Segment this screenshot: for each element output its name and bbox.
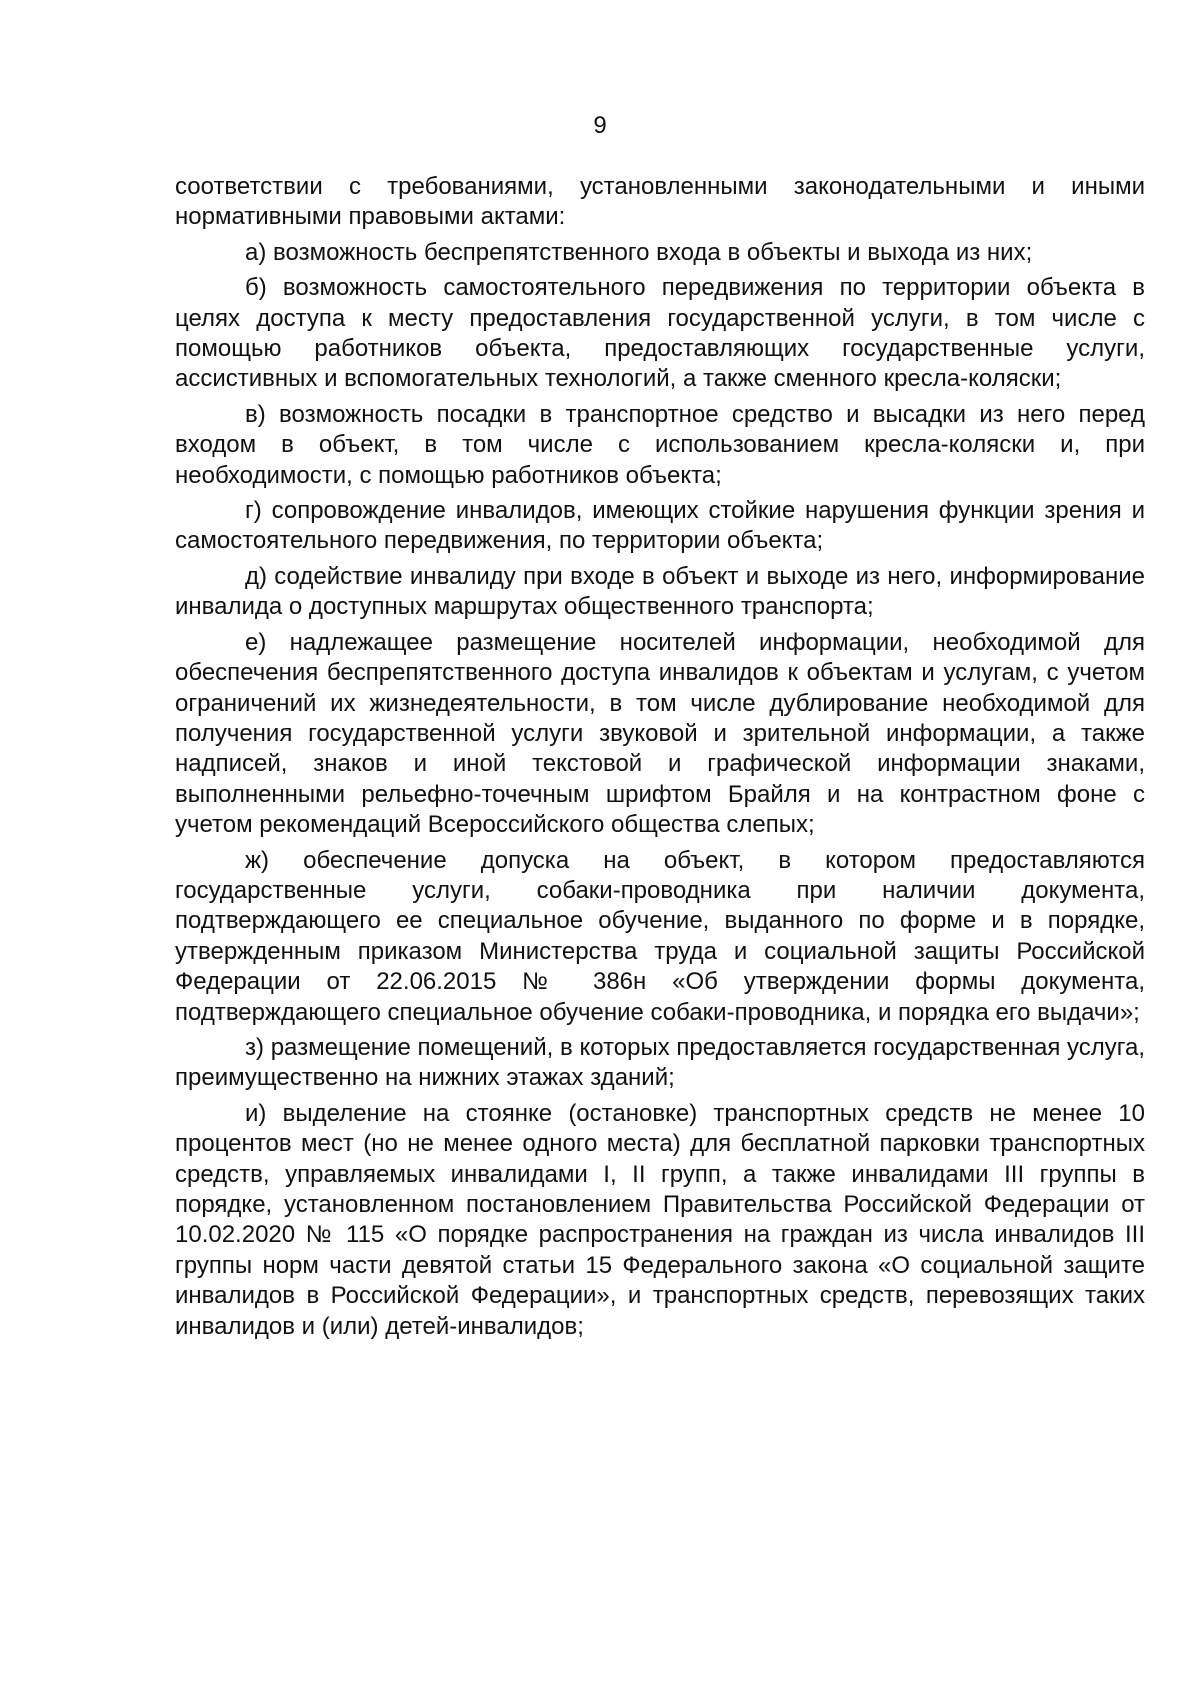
paragraph-continuation: соответствии с требованиями, установленными законодательными и иными нормативными правовыми актами: — [175, 173, 1145, 231]
paragraph-item-v: в) возможность посадки в транспортное средство и высадки из него перед входом в объект, в том числе с использованием кресла-коляски и, при необходимости, с помощью работников объекта; — [175, 400, 1145, 489]
page-number: 9 — [593, 112, 607, 139]
paragraph-item-g: г) сопровождение инвалидов, имеющих стойкие нарушения функции зрения и самостоятельного передвижения, по территории объекта; — [175, 497, 1145, 555]
paragraph-item-z: з) размещение помещений, в которых предоставляется государственная услуга, преимущественно на нижних этажах зданий; — [175, 1033, 1145, 1092]
paragraph-item-d: д) содействие инвалиду при входе в объект и выходе из него, информирование инвалида о доступных маршрутах общественного транспорта; — [175, 562, 1145, 621]
paragraph-item-zh: ж) обеспечение допуска на объект, в котором предоставляются государственные услуги, собаки-проводника при наличии документа, подтверждающего ее специальное обучение, выданного по форме и в порядке, утвержденным приказом Министерства труда и социальной защиты Российской Федерации от 22.06.2015 № 386н «Об утверждении формы документа, подтверждающего специальное обучение собаки-проводника, и порядка его выдачи»; — [175, 846, 1145, 1026]
paragraph-item-a: а) возможность беспрепятственного входа в объекты и выхода из них; — [245, 238, 1033, 266]
paragraph-item-b: б) возможность самостоятельного передвижения по территории объекта в целях доступа к месту предоставления государственной услуги, в том числе с помощью работников объекта, предоставляющих государственные услуги, ассистивных и вспомогательных технологий, а также сменного кресла-коляски; — [175, 274, 1145, 393]
document-body — [175, 172, 1145, 1347]
paragraph-item-i: и) выделение на стоянке (остановке) транспортных средств не менее 10 процентов мест (но не менее одного места) для бесплатной парковки транспортных средств, управляемых инвалидами I, II групп, а также инвалидами III группы в порядке, установленном постановлением Правительства Российской Федерации от 10.02.2020 № 115 «О порядке распространения на граждан из числа инвалидов III группы норм части девятой статьи 15 Федерального закона «О социальной защите инвалидов в Российской Федерации», и транспортных средств, перевозящих таких инвалидов и (или) детей-инвалидов; — [175, 1099, 1145, 1340]
paragraph-item-e: е) надлежащее размещение носителей информации, необходимой для обеспечения беспрепятственного доступа инвалидов к объектам и услугам, с учетом ограничений их жизнедеятельности, в том числе дублирование необходимой для получения государственной услуги звуковой и зрительной информации, а также надписей, знаков и иной текстовой и графической информации знаками, выполненными рельефно-точечным шрифтом Брайля и на контрастном фоне с учетом рекомендаций Всероссийского общества слепых; — [175, 628, 1145, 839]
